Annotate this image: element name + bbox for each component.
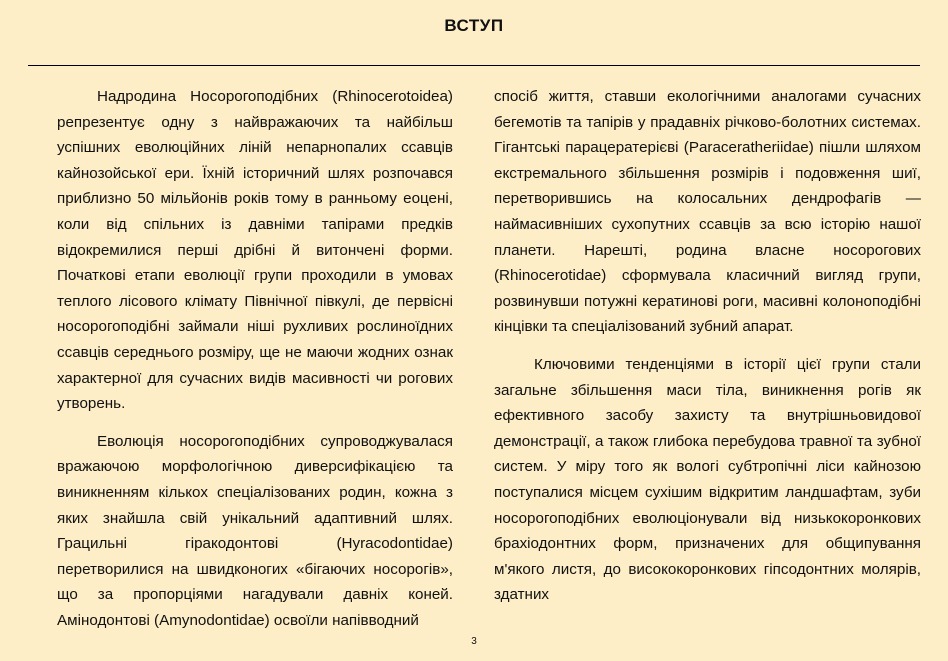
page-number: 3 (471, 636, 477, 647)
paragraph-continuation: спосіб життя, ставши екологічними аналогами сучасних бегемотів та тапірів у прадавніх річково-болотних системах. Гігантські парацератерієві (Paraceratheriidae) пішли шляхом екстремального збільшення розмірів і подовження шиї, перетворившись на колосальних дендрофагів — наймасивніших сухопутних ссавців за всю історію нашої планети. Нарешті, родина власне носорогових (Rhinocerotidae) сформувала класичний вигляд групи, розвинувши потужні кератинові роги, масивні колоноподібні кінцівки та спеціалізований зубний апарат. (494, 88, 921, 336)
right-column (494, 84, 921, 620)
paragraph: Еволюція носорогоподібних супроводжувалася вражаючою морфологічною диверсифікацією та виникненням кількох спеціалізованих родин, кожна з яких знайшла свій унікальний адаптивний шлях. Грацильні гіракодонтові (Hyracodontidae) перетворилися на швидконогих «бігаючих носорогів», що за пропорціями нагадували давніх коней. Амінодонтові (Amynodontidae) освоїли напівводний (57, 432, 453, 629)
title-divider (28, 65, 920, 66)
paragraph: Надродина Носорогоподібних (Rhinocerotoidea) репрезентує одну з найвражаючих та найбільш успішних еволюційних ліній непарнопалих ссавців кайнозойської ери. Їхній історичний шлях розпочався приблизно 50 мільйонів років тому в ранньому еоцені, коли від спільних із давніми тапірами предків відокремилися перші дрібні й витончені форми. Початкові етапи еволюції групи проходили в умовах теплого лісового клімату Північної півкулі, де первісні носорогоподібні займали ніші рухливих рослиноїдних ссавців середнього розміру, ще не маючи жодних ознак характерної для сучасних видів масивності чи рогових утворень. (57, 88, 453, 413)
left-column (57, 84, 453, 645)
page-title: ВСТУП (444, 16, 504, 35)
paragraph: Ключовими тенденціями в історії цієї групи стали загальне збільшення маси тіла, виникнення рогів як ефективного засобу захисту та внутрішньовидової демонстрації, а також глибока перебудова травної та зубної систем. У міру того як вологі субтропічні ліси кайнозою поступалися місцем сухішим відкритим ландшафтам, зуби носорогоподібних еволюціонували від низькокоронкових брахіодонтних форм, призначених для общипування м'якого листя, до висококоронкових гіпсодонтних молярів, здатних (494, 355, 921, 604)
